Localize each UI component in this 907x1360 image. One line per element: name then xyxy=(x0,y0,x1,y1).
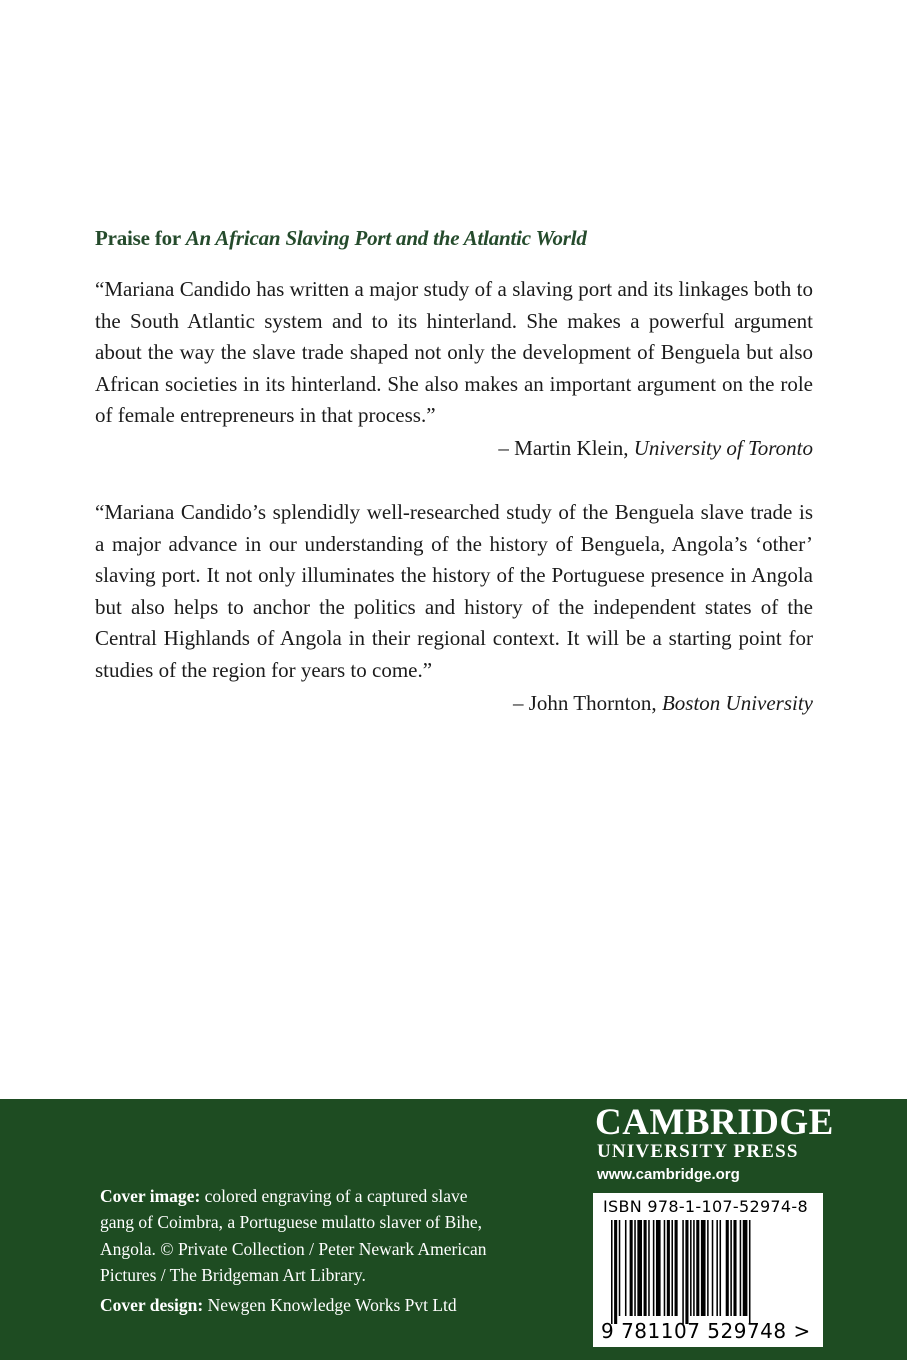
attribution-thornton xyxy=(513,691,813,716)
isbn-barcode xyxy=(593,1193,823,1347)
attribution-klein xyxy=(498,436,813,461)
quote-thornton: “Mariana Candido’s splendidly well-researched study of the Benguela slave trade is a major advance in our understanding of the history of Benguela, Angola’s ‘other’ slaving port. It not only illuminates the history of the Portuguese presence in Angola but also helps to anchor the politics and history of the independent states of the Central Highlands of Angola in their regional context. It will be a starting point for studies of the region for years to come.” xyxy=(95,500,813,682)
quote-klein: “Mariana Candido has written a major study of a slaving port and its linkages both to the South Atlantic system and to its hinterland. She makes a powerful argument about the way the slave trade shaped not only the development of Benguela but also African societies in its hinterland. She also makes an important argument on the role of female entrepreneurs in that process.” xyxy=(95,277,813,428)
cover-image-label: Cover image: xyxy=(100,1186,201,1206)
attribution-affiliation: University of Toronto xyxy=(633,436,813,460)
attribution-author: – John Thornton, xyxy=(512,691,657,715)
praise-heading xyxy=(95,226,815,251)
isbn-label: ISBN 978-1-107-52974-8 xyxy=(603,1197,808,1216)
publisher-url: www.cambridge.org xyxy=(597,1166,740,1183)
cover-design-label: Cover design: xyxy=(100,1295,204,1315)
attribution-affiliation: Boston University xyxy=(661,691,813,715)
attribution-author: – Martin Klein, xyxy=(498,436,629,460)
publisher-logo-name: CAMBRIDGE xyxy=(595,1102,834,1143)
cover-image-text: colored engraving of a captured slave gang of Coimbra, a Portuguese mulatto slaver of Bihe, Angola. © Private Collection / Peter Newark American Pictures / The Bridgeman Art Library. xyxy=(100,1186,487,1285)
cover-design-text: Newgen Knowledge Works Pvt Ltd xyxy=(207,1295,457,1315)
cover-design-credit xyxy=(100,1295,520,1316)
ean-digits: 9 781107 529748 > xyxy=(601,1319,811,1343)
publisher-logo-subname: UNIVERSITY PRESS xyxy=(597,1141,799,1162)
book-title: An African Slaving Port and the Atlantic World xyxy=(185,226,587,250)
praise-heading-prefix: Praise for xyxy=(95,226,181,250)
cover-image-credit xyxy=(100,1183,500,1288)
